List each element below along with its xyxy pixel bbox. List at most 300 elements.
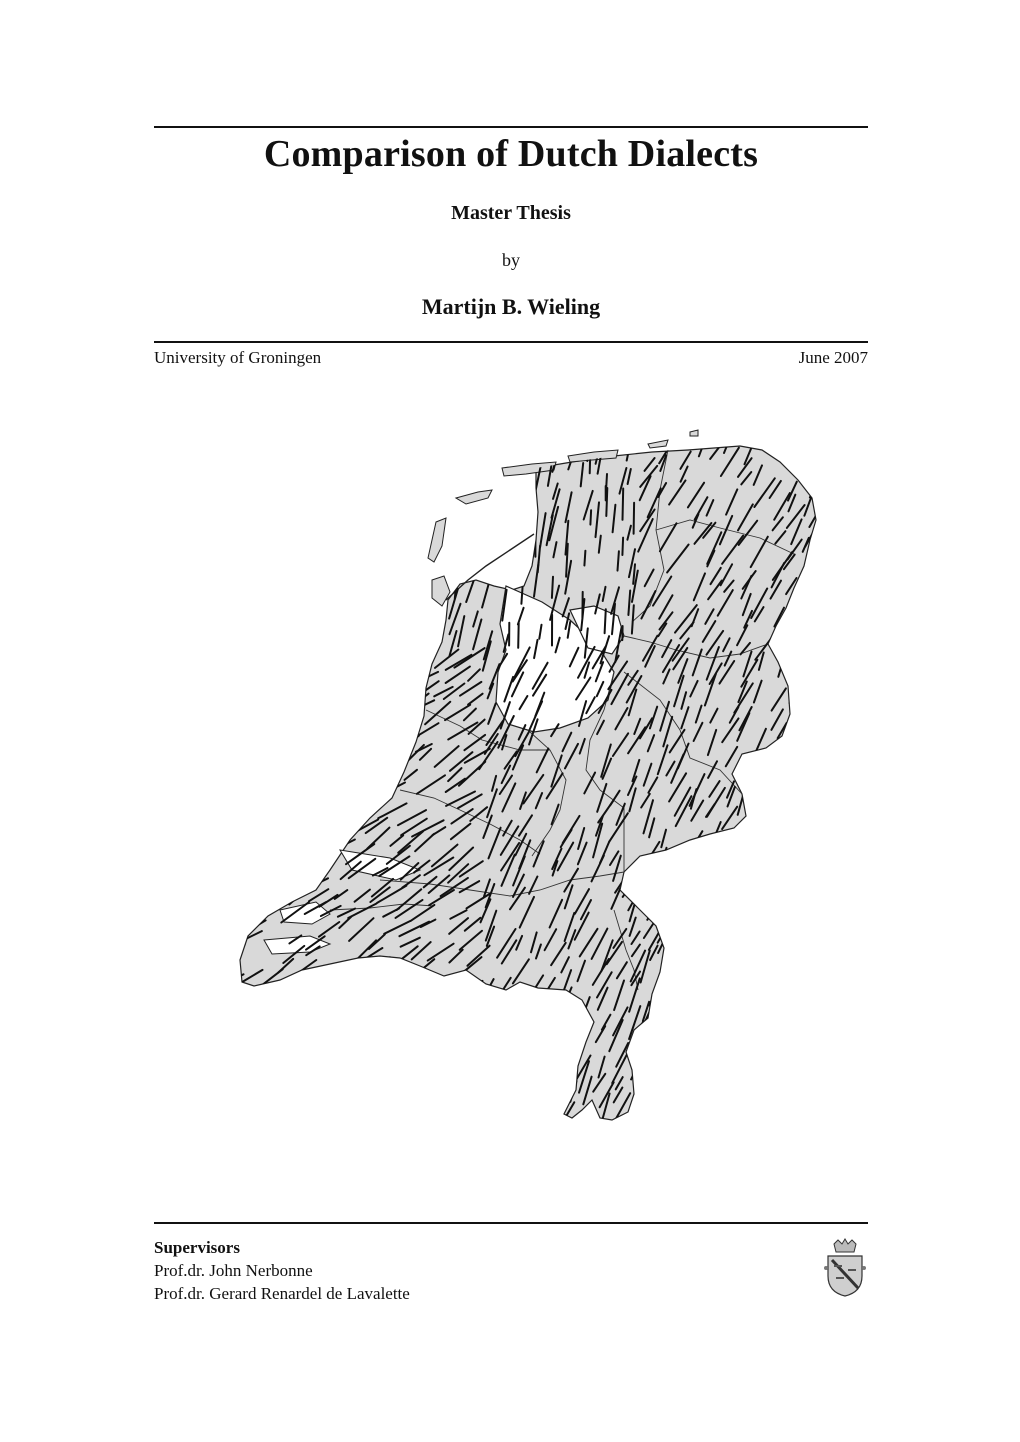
- dialect-stroke: [403, 976, 419, 989]
- dialect-stroke: [222, 671, 244, 684]
- dialect-stroke: [736, 1026, 747, 1044]
- dialect-stroke: [762, 753, 766, 767]
- dialect-stroke: [300, 1004, 323, 1020]
- dialect-stroke: [331, 479, 334, 499]
- dialect-stroke: [384, 1064, 398, 1074]
- dialect-stroke: [395, 1063, 416, 1075]
- dialect-stroke: [434, 1060, 448, 1069]
- dialect-stroke: [276, 667, 296, 684]
- dialect-stroke: [262, 681, 280, 690]
- dialect-stroke: [723, 899, 730, 920]
- dialect-stroke: [252, 771, 276, 794]
- dialect-stroke: [373, 1091, 387, 1101]
- dialect-stroke: [535, 507, 537, 532]
- dialect-stroke: [798, 910, 817, 938]
- dialect-stroke: [276, 993, 293, 1002]
- dialect-stroke: [230, 557, 241, 588]
- dialect-stroke: [313, 616, 315, 641]
- dialect-stroke: [811, 907, 820, 921]
- dialect-stroke: [364, 599, 365, 613]
- dialect-stroke: [804, 689, 812, 708]
- dialect-stroke: [786, 886, 794, 908]
- dialect-stroke: [677, 1043, 684, 1062]
- dialect-stroke: [261, 892, 274, 904]
- dialect-stroke: [511, 1083, 524, 1109]
- dialect-stroke: [389, 748, 405, 762]
- dialect-stroke: [380, 650, 411, 667]
- dialect-stroke: [700, 986, 705, 1002]
- top-rule: [154, 126, 868, 128]
- dialect-stroke: [240, 682, 260, 692]
- dialect-stroke: [448, 979, 462, 986]
- dialect-stroke: [258, 765, 281, 778]
- dialect-stroke: [298, 796, 323, 809]
- dialect-stroke: [349, 795, 376, 813]
- dialect-stroke: [325, 652, 344, 661]
- dialect-stroke: [424, 620, 428, 645]
- dialect-stroke: [265, 495, 273, 523]
- dialect-stroke: [723, 1015, 740, 1039]
- dialect-stroke: [488, 1056, 501, 1081]
- dialect-stroke: [301, 656, 321, 669]
- dialect-stroke: [367, 1056, 393, 1074]
- dialect-stroke: [809, 786, 820, 814]
- dialect-stroke: [412, 1100, 436, 1114]
- dialect-stroke: [481, 1083, 490, 1101]
- dialect-stroke: [377, 513, 378, 547]
- dialect-stroke: [377, 1021, 401, 1036]
- dialect-stroke: [361, 557, 366, 572]
- dialect-stroke: [269, 730, 294, 752]
- dialect-stroke: [220, 1082, 241, 1105]
- dialect-stroke: [373, 449, 381, 479]
- dialect-stroke: [690, 916, 707, 943]
- dialect-stroke: [400, 1017, 428, 1035]
- dialect-stroke: [243, 611, 249, 631]
- dialect-stroke: [674, 1030, 687, 1051]
- by-line: by: [502, 250, 520, 270]
- dialect-stroke: [372, 729, 387, 737]
- dialect-stroke: [384, 536, 394, 565]
- dialect-stroke: [278, 605, 283, 636]
- dialect-stroke: [798, 705, 813, 728]
- document-subtitle: Master Thesis: [451, 202, 571, 224]
- dialect-stroke: [689, 1078, 702, 1103]
- dialect-stroke: [492, 551, 494, 566]
- dialect-stroke: [740, 860, 755, 882]
- dialect-stroke: [427, 1019, 457, 1034]
- dialect-stroke: [741, 1066, 753, 1089]
- dialect-stroke: [534, 1048, 544, 1082]
- dialect-stroke: [368, 770, 382, 780]
- dialect-stroke: [798, 849, 812, 871]
- dialect-stroke: [741, 1000, 755, 1022]
- dialect-stroke: [749, 1065, 768, 1094]
- dialect-stroke: [563, 1072, 571, 1086]
- dialect-stroke: [623, 875, 638, 897]
- dialect-stroke: [264, 449, 268, 483]
- dialect-stroke: [709, 949, 721, 982]
- dialect-stroke: [775, 759, 784, 788]
- dialect-stroke: [483, 1100, 489, 1113]
- dialect-stroke: [316, 583, 321, 601]
- dialect-stroke: [310, 1101, 340, 1119]
- dialect-stroke: [807, 1066, 820, 1092]
- netherlands-dialect-map: [220, 410, 820, 1130]
- dialect-stroke: [801, 747, 810, 764]
- dialect-stroke: [340, 1061, 353, 1072]
- dialect-stroke: [692, 1058, 699, 1074]
- dialect-stroke: [660, 992, 676, 1022]
- dialect-stroke: [772, 776, 781, 792]
- dialect-stroke: [665, 988, 673, 1005]
- dialect-stroke: [547, 1070, 564, 1097]
- dialect-stroke: [665, 1097, 676, 1124]
- dialect-stroke: [369, 531, 380, 565]
- dialect-stroke: [241, 1098, 263, 1115]
- dialect-stroke: [502, 520, 509, 554]
- dialect-stroke: [363, 448, 369, 483]
- dialect-stroke: [386, 607, 393, 637]
- dialect-stroke: [522, 473, 525, 508]
- dialect-stroke: [730, 861, 737, 884]
- dialect-stroke: [774, 1020, 784, 1053]
- dialect-stroke: [739, 1014, 745, 1034]
- dialect-stroke: [229, 823, 247, 839]
- dialect-stroke: [552, 1048, 564, 1079]
- dialect-stroke: [741, 1096, 749, 1124]
- dialect-stroke: [247, 811, 262, 824]
- dialect-stroke: [501, 1088, 508, 1107]
- dialect-stroke: [255, 874, 281, 896]
- dialect-stroke: [730, 959, 737, 980]
- dialect-stroke: [803, 648, 811, 674]
- dialect-stroke: [676, 870, 694, 899]
- dialect-stroke: [260, 1060, 273, 1070]
- dialect-stroke: [231, 585, 232, 616]
- dialect-stroke: [773, 1059, 780, 1075]
- dialect-stroke: [678, 1014, 694, 1036]
- dialect-stroke: [414, 1058, 437, 1081]
- dialect-stroke: [274, 794, 294, 805]
- dialect-stroke: [403, 454, 409, 482]
- dialect-stroke: [711, 1087, 723, 1106]
- dialect-stroke: [351, 762, 380, 776]
- dialect-stroke: [326, 446, 332, 479]
- dialect-stroke: [263, 623, 264, 638]
- dialect-stroke: [504, 1032, 514, 1047]
- dialect-stroke: [769, 926, 781, 954]
- dialect-stroke: [245, 794, 263, 805]
- dialect-stroke: [306, 713, 318, 724]
- dialect-stroke: [405, 709, 420, 718]
- dialect-stroke: [782, 1013, 795, 1040]
- dialect-stroke: [785, 440, 794, 459]
- dialect-stroke: [332, 1026, 356, 1045]
- dialect-stroke: [336, 987, 352, 999]
- dialect-stroke: [484, 538, 490, 557]
- dialect-stroke: [707, 1046, 712, 1062]
- dialect-stroke: [804, 1000, 815, 1021]
- dialect-stroke: [356, 538, 363, 563]
- dialect-stroke: [237, 1048, 259, 1061]
- dialect-stroke: [332, 430, 337, 465]
- dialect-stroke: [774, 919, 779, 937]
- dialect-stroke: [658, 914, 674, 943]
- dialect-stroke: [351, 657, 363, 668]
- dialect-stroke: [807, 822, 816, 838]
- dialect-stroke: [272, 867, 285, 876]
- dialect-stroke: [448, 982, 474, 1006]
- dialect-stroke: [469, 469, 477, 495]
- dialect-stroke: [273, 765, 300, 780]
- dialect-stroke: [256, 834, 286, 850]
- dialect-stroke: [279, 543, 287, 576]
- dialect-stroke: [275, 501, 281, 517]
- dialect-stroke: [293, 442, 296, 460]
- supervisor-1: Prof.dr. John Nerbonne: [154, 1261, 313, 1280]
- dialect-stroke: [689, 931, 698, 944]
- dialect-stroke: [552, 577, 553, 598]
- dialect-stroke: [770, 936, 784, 966]
- dialect-stroke: [757, 956, 765, 974]
- dialect-stroke: [774, 985, 782, 1004]
- dialect-stroke: [378, 577, 381, 597]
- dialect-stroke: [699, 949, 705, 964]
- dialect-stroke: [250, 553, 251, 571]
- dialect-stroke: [332, 1008, 351, 1018]
- dialect-stroke: [316, 774, 347, 791]
- dialect-stroke: [769, 870, 780, 899]
- dialect-stroke: [289, 545, 299, 579]
- dialect-stroke: [672, 1093, 686, 1119]
- dialect-stroke: [274, 706, 295, 724]
- dialect-stroke: [298, 775, 321, 794]
- dialect-stroke: [664, 1013, 676, 1034]
- dialect-stroke: [710, 872, 720, 889]
- dialect-stroke: [803, 659, 817, 689]
- dialect-stroke: [806, 458, 815, 478]
- dialect-stroke: [465, 1058, 485, 1069]
- dialect-stroke: [419, 558, 427, 586]
- dialect-stroke: [410, 510, 411, 527]
- dialect-stroke: [417, 649, 435, 665]
- dialect-stroke: [333, 1077, 355, 1091]
- dialect-stroke: [641, 883, 653, 907]
- dialect-stroke: [803, 1081, 810, 1100]
- dialect-stroke: [367, 1051, 384, 1061]
- dialect-stroke: [768, 885, 779, 915]
- dialect-stroke: [383, 721, 409, 735]
- dialect-stroke: [277, 626, 281, 643]
- dialect-stroke: [332, 664, 353, 683]
- dialect-stroke: [244, 653, 256, 661]
- dialect-stroke: [278, 511, 279, 534]
- dialect-stroke: [226, 894, 238, 902]
- dialect-stroke: [225, 835, 252, 848]
- document-title: Comparison of Dutch Dialects: [263, 133, 759, 175]
- dialect-stroke: [227, 747, 247, 765]
- dialect-stroke: [793, 1099, 800, 1123]
- dialect-stroke: [286, 810, 303, 823]
- dialect-stroke: [520, 1099, 528, 1112]
- dialect-stroke: [803, 869, 815, 891]
- dialect-stroke: [249, 499, 253, 519]
- dialect-stroke: [225, 807, 246, 826]
- dialect-stroke: [374, 555, 379, 572]
- dialect-stroke: [386, 1004, 405, 1020]
- dialect-stroke: [786, 718, 798, 750]
- dialect-stroke: [465, 1101, 481, 1114]
- dialect-stroke: [290, 714, 308, 724]
- dialect-stroke: [360, 1060, 373, 1071]
- dialect-stroke: [790, 923, 801, 955]
- dialect-stroke: [223, 684, 238, 697]
- dialect-stroke: [296, 594, 298, 609]
- dialect-stroke: [519, 1065, 528, 1090]
- dialect-stroke: [485, 1002, 493, 1020]
- dialect-stroke: [467, 981, 482, 989]
- dialect-stroke: [605, 609, 606, 633]
- dialect-stroke: [483, 1023, 493, 1056]
- dialect-stroke: [250, 1085, 274, 1100]
- dialect-stroke: [267, 590, 272, 616]
- dialect-stroke: [322, 1087, 340, 1099]
- dialect-stroke: [234, 435, 236, 459]
- dialect-stroke: [675, 948, 680, 964]
- middle-rule: [154, 341, 868, 343]
- dialect-stroke: [631, 1100, 644, 1119]
- dialect-stroke: [432, 1088, 458, 1105]
- dialect-stroke: [361, 566, 366, 586]
- dialect-stroke: [254, 733, 279, 750]
- dialect-stroke: [265, 471, 270, 491]
- dialect-stroke: [439, 437, 444, 459]
- dialect-stroke: [437, 977, 450, 984]
- dialect-stroke: [458, 453, 462, 470]
- dialect-stroke: [274, 467, 283, 493]
- dialect-stroke: [808, 680, 813, 694]
- dialect-stroke: [806, 587, 811, 601]
- dialect-stroke: [326, 978, 341, 988]
- dialect-stroke: [391, 682, 404, 691]
- dialect-stroke: [760, 999, 765, 1015]
- dialect-stroke: [223, 1016, 242, 1027]
- dialect-stroke: [691, 894, 697, 910]
- dialect-stroke: [755, 915, 762, 931]
- dialect-stroke: [343, 591, 350, 618]
- dialect-stroke: [660, 860, 665, 873]
- dialect-stroke: [584, 551, 585, 566]
- dialect-stroke: [293, 450, 294, 471]
- dialect-stroke: [351, 1032, 364, 1040]
- dialect-stroke: [504, 1072, 511, 1091]
- dialect-stroke: [287, 1103, 312, 1119]
- dialect-stroke: [743, 849, 749, 870]
- dialect-stroke: [356, 505, 359, 539]
- dialect-stroke: [281, 589, 283, 624]
- dialect-stroke: [452, 1030, 471, 1044]
- dialect-stroke: [443, 545, 450, 579]
- dialect-stroke: [774, 1066, 782, 1093]
- dialect-stroke: [334, 779, 361, 797]
- dialect-stroke: [257, 1048, 273, 1057]
- dialect-stroke: [722, 872, 733, 893]
- dialect-stroke: [793, 1075, 802, 1107]
- dialect-stroke: [235, 621, 238, 641]
- dialect-stroke: [756, 777, 762, 792]
- dialect-stroke: [807, 1057, 815, 1072]
- dialect-stroke: [745, 762, 752, 785]
- dialect-stroke: [373, 710, 389, 719]
- supervisors-heading: Supervisors: [154, 1238, 240, 1257]
- dialect-stroke: [305, 829, 331, 850]
- dialect-stroke: [344, 467, 349, 489]
- dialect-stroke: [758, 885, 770, 906]
- dialect-stroke: [368, 754, 395, 767]
- dialect-stroke: [342, 1104, 359, 1119]
- dialect-stroke: [355, 519, 361, 553]
- dialect-stroke: [296, 808, 327, 823]
- dialect-stroke: [385, 701, 397, 709]
- dialect-stroke: [805, 594, 819, 622]
- dialect-stroke: [267, 627, 268, 663]
- dialect-stroke: [228, 642, 233, 658]
- dialect-stroke: [377, 981, 401, 1003]
- dialect-stroke: [297, 975, 322, 989]
- dialect-stroke: [745, 972, 751, 992]
- dialect-stroke: [404, 666, 421, 674]
- dialect-stroke: [766, 900, 783, 927]
- dialect-stroke: [792, 844, 805, 863]
- dialect-stroke: [227, 763, 250, 783]
- dialect-stroke: [282, 454, 284, 470]
- dialect-stroke: [258, 727, 271, 738]
- dialect-stroke: [340, 1045, 356, 1056]
- dialect-stroke: [405, 590, 414, 620]
- dialect-stroke: [772, 1082, 782, 1105]
- dialect-stroke: [264, 1043, 291, 1060]
- dialect-stroke: [606, 488, 607, 516]
- dialect-stroke: [622, 538, 623, 555]
- dialect-stroke: [254, 864, 277, 877]
- dialect-stroke: [721, 982, 738, 1014]
- dialect-stroke: [457, 563, 458, 587]
- dialect-stroke: [391, 452, 398, 483]
- dialect-stroke: [230, 482, 234, 507]
- dialect-stroke: [421, 1073, 432, 1083]
- dialect-stroke: [313, 511, 319, 528]
- dialect-stroke: [788, 652, 796, 671]
- dialect-stroke: [775, 995, 785, 1020]
- dialect-stroke: [290, 1005, 306, 1014]
- dialect-stroke: [421, 1093, 440, 1103]
- dialect-stroke: [658, 1068, 675, 1094]
- dialect-stroke: [247, 613, 258, 644]
- dialect-stroke: [527, 1065, 540, 1095]
- dialect-stroke: [246, 575, 252, 606]
- dialect-stroke: [413, 992, 432, 1001]
- dialect-stroke: [399, 1026, 428, 1044]
- dialect-stroke: [640, 1084, 652, 1110]
- dialect-stroke: [488, 1073, 497, 1086]
- dialect-stroke: [299, 1056, 324, 1073]
- dialect-stroke: [333, 637, 334, 651]
- dialect-stroke: [519, 542, 522, 559]
- dialect-stroke: [369, 957, 390, 971]
- dialect-stroke: [644, 1035, 654, 1067]
- dialect-stroke: [691, 860, 699, 877]
